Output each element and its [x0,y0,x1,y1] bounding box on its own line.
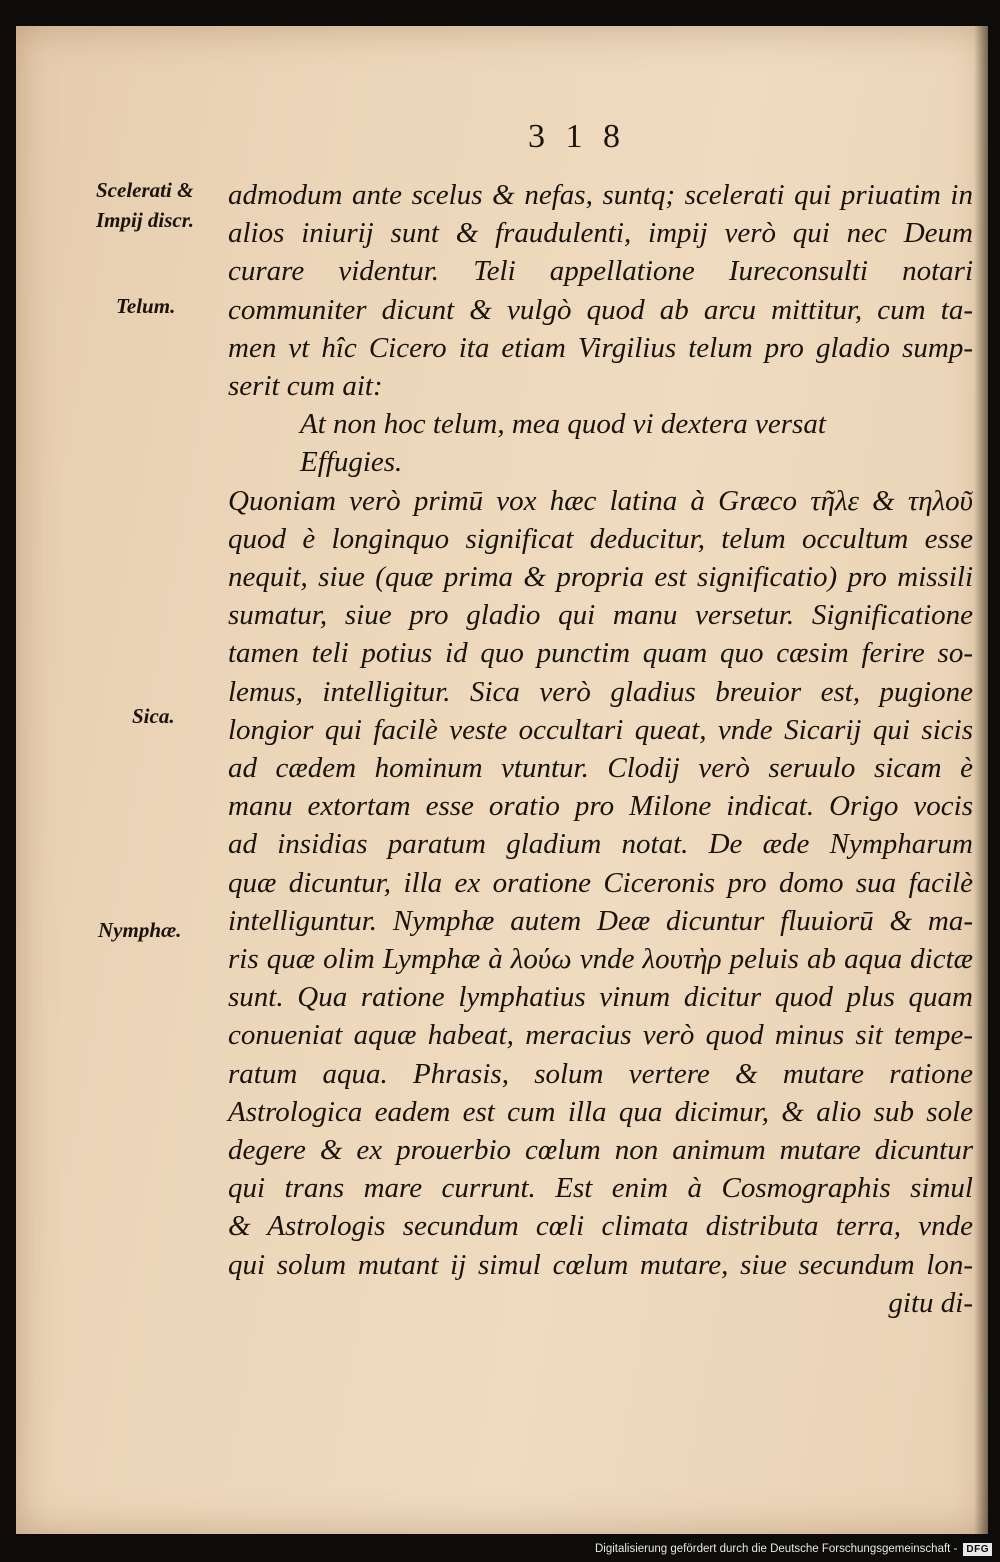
text-line: Astrologica eadem est cum illa qua dicimur, & alio sub sole [228,1095,973,1128]
text-line: degere & ex prouerbio cœlum non animum mutare dicuntur [228,1134,973,1167]
margin-note-scelerati: Scelerati & [96,178,194,202]
margin-note-sica: Sica. [132,704,175,728]
margin-note-impij: Impij discr. [96,208,195,232]
text-line: tamen teli potius id quo punctim quam quo cæsim ferire so- [228,637,973,670]
main-text [228,176,973,1322]
text-line: manu extortam esse oratio pro Milone indicat. Origo vocis [228,790,973,823]
verse-line: At non hoc telum, mea quod vi dextera versat [300,408,826,441]
text-line: intelliguntur. Nymphæ autem Deæ dicuntur fluuiorū & ma- [228,904,973,937]
text-line: lemus, intelligitur. Sica verò gladius breuior est, pugione [228,675,973,708]
text-line: serit cum ait: [228,370,383,403]
text-line: quæ dicuntur, illa ex oratione Ciceronis pro domo sua facilè [228,866,973,899]
text-line: qui solum mutant ij simul cœlum mutare, siue secundum lon- [228,1248,973,1281]
text-line: alios iniurij sunt & fraudulenti, impij verò qui nec Deum [228,217,973,250]
text-line: & Astrologis secundum cœli climata distributa terra, vnde [228,1210,973,1243]
text-line: sumatur, siue pro gladio qui manu versetur. Significatione [228,599,973,632]
page-number: 3 1 8 [528,118,626,155]
text-line: ad cædem hominum vtuntur. Clodij verò seruulo sicam è [228,752,973,785]
text-line: quod è longinquo significat deducitur, telum occultum esse [228,522,973,555]
text-line: conueniat aquæ habeat, meracius verò quod minus sit tempe- [228,1019,973,1052]
page-edge-shadow [974,26,988,1534]
book-page [16,26,988,1534]
text-line: admodum ante scelus & nefas, suntq; scelerati qui priuatim in [228,179,973,211]
credit-text: Digitalisierung gefördert durch die Deutsche Forschungsgemeinschaft - [594,1543,958,1555]
text-line: longior qui facilè veste occultari queat, vnde Sicarij qui sicis [228,713,973,746]
text-line: qui trans mare currunt. Est enim à Cosmographis simul [228,1172,973,1205]
margin-note-telum: Telum. [116,294,176,318]
text-line: ratum aqua. Phrasis, solum vertere & mutare ratione [228,1057,973,1090]
catchword: gitu di- [888,1286,973,1319]
dfg-logo-icon: DFG [963,1543,992,1556]
digitization-credit [595,1537,992,1561]
text-line: communiter dicunt & vulgò quod ab arcu mittitur, cum ta- [228,293,973,326]
text-line: nequit, siue (quæ prima & propria est significatio) pro missili [228,561,973,594]
text-line: ris quæ olim Lymphæ à λούω vnde λουτὴρ peluis ab aqua dictæ [228,943,973,976]
text-line: sunt. Qua ratione lymphatius vinum dicitur quod plus quam [228,981,973,1014]
text-line: curare videntur. Teli appellatione Iureconsulti notari [228,255,973,288]
margin-note-nymphae: Nymphæ. [98,918,182,942]
text-line: ad insidias paratum gladium notat. De æde Nympharum [228,828,973,861]
text-line: men vt hîc Cicero ita etiam Virgilius telum pro gladio sump- [228,331,973,364]
verse-line: Effugies. [300,446,403,479]
text-line: Quoniam verò primū vox hæc latina à Græco τῆλε & τηλοῦ [228,484,973,517]
